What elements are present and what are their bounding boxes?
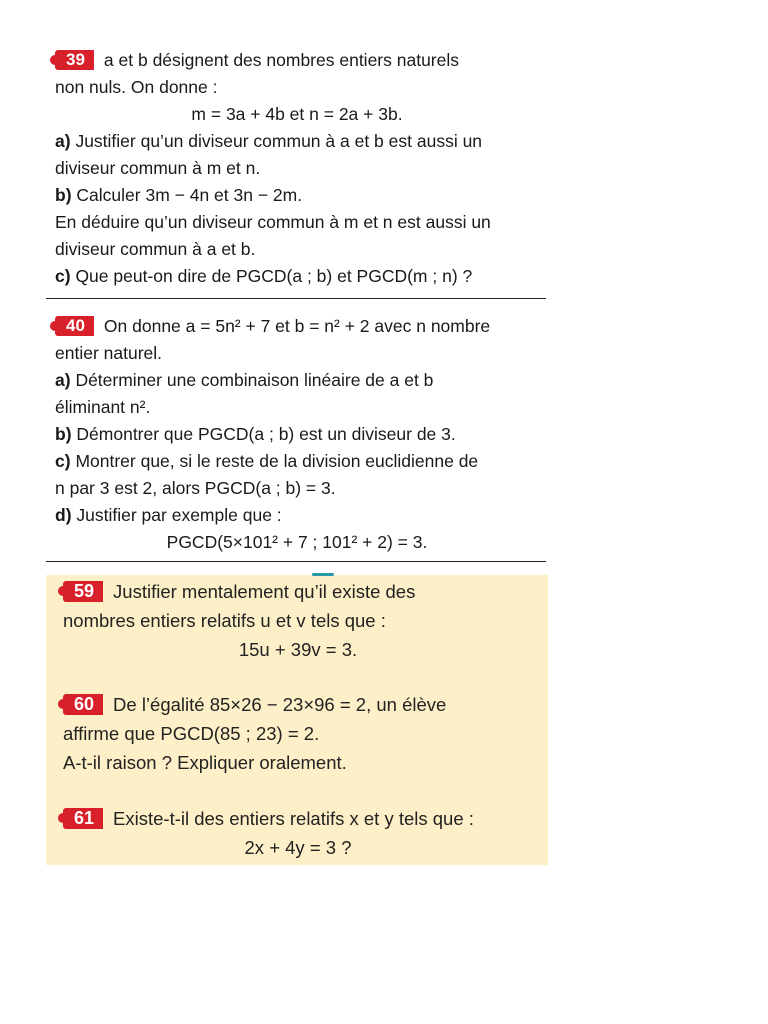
- exercise-40: [55, 313, 539, 556]
- question-label: b): [55, 424, 72, 444]
- question-label: c): [55, 451, 71, 471]
- exercise-number-badge: 40: [55, 316, 94, 336]
- exercise-text: On donne a = 5n² + 7 et b = n² + 2 avec n nombre: [103, 316, 491, 336]
- question-text: éliminant n².: [55, 397, 151, 417]
- question-text: Justifier par exemple que :: [76, 505, 282, 525]
- exercise-number-badge: 60: [63, 694, 103, 715]
- question-text: diviseur commun à m et n.: [55, 158, 261, 178]
- exercise-39: [55, 47, 539, 290]
- exercise-59: [63, 577, 533, 664]
- math-equation: 2x + 4y = 3 ?: [244, 837, 352, 858]
- exercise-60: [63, 690, 533, 777]
- question-text: Calculer 3m − 4n et 3n − 2m.: [76, 185, 303, 205]
- question-label: a): [55, 370, 71, 390]
- question-text: En déduire qu’un diviseur commun à m et n est aussi un: [55, 212, 491, 232]
- question-text: Justifier qu’un diviseur commun à a et b est aussi un: [75, 131, 483, 151]
- exercise-number-badge: 39: [55, 50, 94, 70]
- question-text: Montrer que, si le reste de la division euclidienne de: [75, 451, 479, 471]
- exercise-text: Existe-t-il des entiers relatifs x et y tels que :: [113, 808, 474, 829]
- divider: [46, 298, 546, 299]
- question-text: diviseur commun à a et b.: [55, 239, 256, 259]
- accent-mark: [312, 573, 334, 576]
- math-equation: m = 3a + 4b et n = 2a + 3b.: [191, 104, 403, 124]
- exercise-text: De l’égalité 85×26 − 23×96 = 2, un élève: [113, 694, 447, 715]
- question-label: c): [55, 266, 71, 286]
- question-text: Que peut-on dire de PGCD(a ; b) et PGCD(m ; n) ?: [75, 266, 473, 286]
- exercise-text: nombres entiers relatifs u et v tels que :: [63, 610, 386, 631]
- math-equation: 15u + 39v = 3.: [238, 639, 358, 660]
- exercise-61: [63, 804, 533, 862]
- exercise-text: entier naturel.: [55, 343, 163, 363]
- divider: [46, 561, 546, 562]
- exercise-text: a et b désignent des nombres entiers naturels: [103, 50, 459, 70]
- exercise-text: affirme que PGCD(85 ; 23) = 2.: [63, 723, 320, 744]
- exercise-number-badge: 61: [63, 808, 103, 829]
- question-text: Déterminer une combinaison linéaire de a et b: [75, 370, 434, 390]
- exercise-number-badge: 59: [63, 581, 103, 602]
- exercise-text: A-t-il raison ? Expliquer oralement.: [63, 752, 347, 773]
- math-equation: PGCD(5×101² + 7 ; 101² + 2) = 3.: [166, 532, 428, 552]
- exercise-text: non nuls. On donne :: [55, 77, 218, 97]
- question-label: a): [55, 131, 71, 151]
- question-text: Démontrer que PGCD(a ; b) est un diviseur de 3.: [76, 424, 456, 444]
- exercise-text: Justifier mentalement qu’il existe des: [113, 581, 416, 602]
- question-text: n par 3 est 2, alors PGCD(a ; b) = 3.: [55, 478, 336, 498]
- question-label: d): [55, 505, 72, 525]
- question-label: b): [55, 185, 72, 205]
